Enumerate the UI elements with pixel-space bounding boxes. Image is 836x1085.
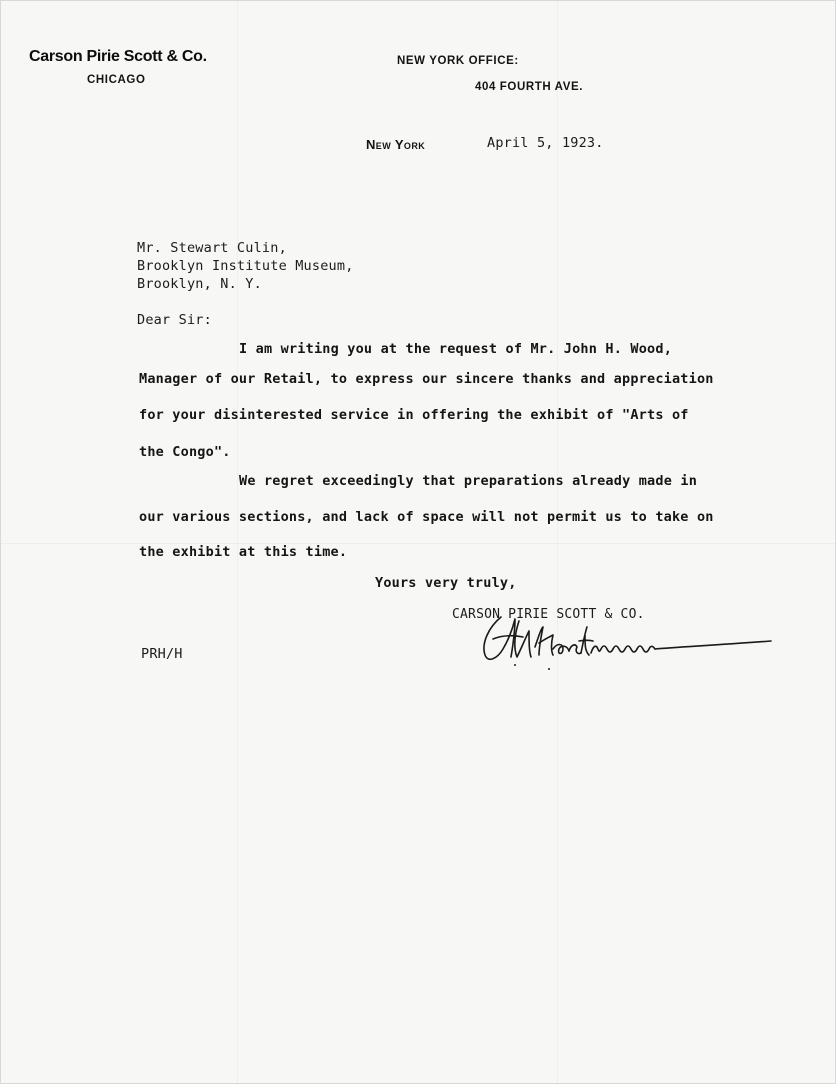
paper-fold-line	[1, 543, 836, 544]
body-paragraph-1-line: the Congo".	[139, 444, 231, 460]
typist-initials: PRH/H	[141, 646, 183, 662]
closing-company: CARSON PIRIE SCOTT & CO.	[452, 607, 645, 622]
letterhead-city: CHICAGO	[87, 74, 146, 86]
closing-valediction: Yours very truly,	[375, 575, 517, 591]
letterhead-office-address: 404 FOURTH AVE.	[475, 81, 584, 93]
salutation: Dear Sir:	[137, 312, 212, 328]
body-paragraph-2-line: We regret exceedingly that preparations already made in	[239, 473, 698, 489]
dateline-place: New York	[366, 137, 426, 152]
recipient-line: Brooklyn Institute Museum,	[137, 258, 354, 274]
paper-fold-line	[557, 1, 558, 1085]
body-paragraph-1-line: Manager of our Retail, to express our sincere thanks and appreciation	[139, 371, 714, 387]
paper-fold-line	[237, 1, 238, 1085]
recipient-line: Brooklyn, N. Y.	[137, 276, 262, 292]
dateline-date: April 5, 1923.	[487, 135, 604, 151]
letterhead-office-label: NEW YORK OFFICE:	[397, 55, 519, 67]
letterhead-company-name: Carson Pirie Scott & Co.	[29, 48, 207, 65]
handwritten-signature	[479, 613, 779, 673]
body-paragraph-2-line: our various sections, and lack of space will not permit us to take on	[139, 509, 714, 525]
body-paragraph-2-line: the exhibit at this time.	[139, 544, 348, 560]
body-paragraph-1-line: for your disinterested service in offering the exhibit of "Arts of	[139, 407, 689, 423]
body-paragraph-1-line: I am writing you at the request of Mr. John H. Wood,	[239, 341, 673, 357]
recipient-line: Mr. Stewart Culin,	[137, 240, 287, 256]
